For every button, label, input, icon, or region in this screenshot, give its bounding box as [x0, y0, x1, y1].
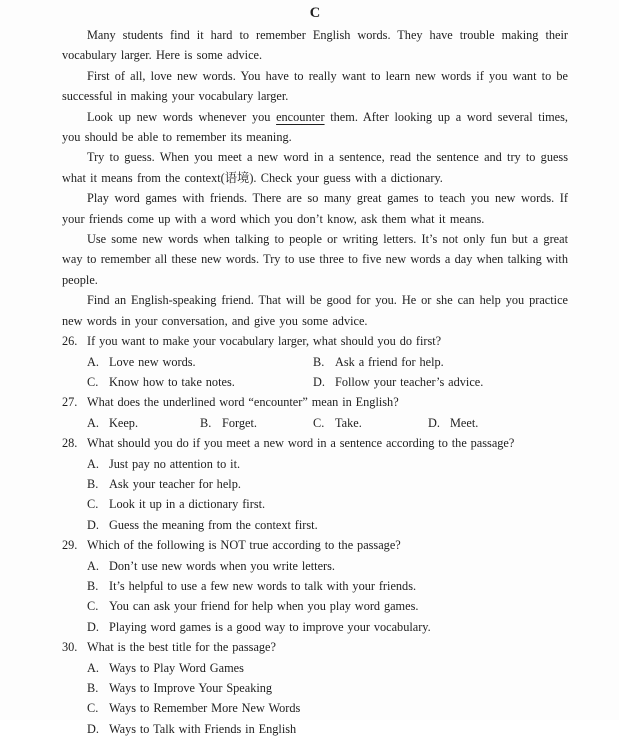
option-label: D. — [87, 619, 99, 634]
answer-option — [87, 698, 568, 718]
question-number: 30. — [62, 640, 78, 655]
option-label: A. — [87, 354, 99, 369]
question-line — [62, 392, 568, 412]
option-label: D. — [428, 415, 440, 430]
options-group — [62, 413, 568, 433]
answer-option — [87, 413, 200, 433]
question-line — [62, 433, 568, 453]
option-label: A. — [87, 558, 99, 573]
question-line — [62, 331, 568, 351]
option-label: A. — [87, 660, 99, 675]
answer-option — [87, 352, 313, 372]
option-text: Ways to Play Word Games — [109, 660, 244, 675]
option-label: C. — [313, 415, 325, 430]
option-text: Follow your teacher’s advice. — [335, 374, 484, 389]
question — [62, 535, 568, 637]
option-text: Ways to Improve Your Speaking — [109, 681, 273, 695]
passage-paragraph: Many students find it hard to remember English words. They have trouble making their vocabulary larger. Here is some advice. — [62, 28, 568, 63]
option-text: Ways to Remember More New Words — [109, 701, 301, 716]
option-label: B. — [87, 578, 99, 593]
passage-paragraph: Look up new words whenever you encounter them. After looking up a word several times, you should be able to remember its meaning. — [62, 109, 568, 145]
question — [62, 637, 568, 739]
answer-option — [87, 617, 568, 637]
option-label: B. — [87, 476, 99, 491]
question-stem: What should you do if you meet a new word in a sentence according to the passage? — [87, 436, 515, 451]
passage-paragraph: Play word games with friends. There are so many great games to teach you new words. If your friends come up with a word which you don’t know, ask them what it means. — [62, 191, 568, 226]
option-text: Know how to take notes. — [109, 374, 235, 389]
answer-option — [87, 719, 568, 739]
options-group — [62, 556, 568, 638]
passage-paragraph: Try to guess. When you meet a new word in a sentence, read the sentence and try to guess what it means from the context(语境). Check your guess with a dictionary. — [62, 150, 568, 185]
option-label: C. — [87, 599, 99, 614]
option-text: Guess the meaning from the context first. — [109, 517, 318, 532]
option-label: B. — [313, 354, 325, 369]
option-text: Don’t use new words when you write letters. — [109, 558, 335, 573]
option-text: Look it up in a dictionary first. — [109, 497, 266, 512]
option-text: Ask a friend for help. — [335, 354, 444, 369]
answer-option — [87, 494, 568, 514]
option-label: B. — [87, 681, 99, 695]
option-text: Ask your teacher for help. — [109, 476, 241, 491]
question-line — [62, 637, 568, 657]
option-label: A. — [87, 415, 99, 430]
question-number: 28. — [62, 436, 78, 451]
answer-option — [87, 596, 568, 616]
answer-option — [200, 413, 313, 433]
option-text: Take. — [335, 415, 362, 430]
section-label: C — [309, 5, 321, 21]
option-label: D. — [313, 374, 325, 389]
option-label: D. — [87, 721, 99, 736]
option-text: Ways to Talk with Friends in English — [109, 721, 297, 736]
questions — [62, 331, 568, 739]
option-text: Meet. — [450, 415, 479, 430]
answer-option — [313, 352, 568, 372]
question-number: 27. — [62, 395, 78, 410]
option-label: A. — [87, 456, 99, 471]
option-text: Playing word games is a good way to improve your vocabulary. — [109, 619, 431, 634]
answer-option — [87, 454, 568, 474]
answer-option — [87, 658, 568, 678]
option-text: Love new words. — [109, 354, 196, 369]
options-group — [62, 352, 568, 393]
answer-option — [428, 413, 568, 433]
answer-option — [87, 678, 568, 698]
answer-option — [87, 556, 568, 576]
answer-option — [87, 474, 568, 494]
option-text: Keep. — [109, 415, 139, 430]
option-text: Forget. — [222, 415, 257, 430]
option-text: Just pay no attention to it. — [109, 456, 241, 471]
option-label: D. — [87, 517, 99, 532]
question-line — [62, 535, 568, 555]
question — [62, 392, 568, 433]
answer-option — [87, 576, 568, 596]
question-number: 26. — [62, 334, 78, 349]
underlined-word: encounter — [276, 109, 325, 124]
options-group — [62, 658, 568, 739]
question-stem: Which of the following is NOT true according to the passage? — [87, 538, 401, 553]
option-text: It’s helpful to use a few new words to talk with your friends. — [109, 578, 417, 593]
option-label: B. — [200, 415, 212, 430]
passage-paragraph: Use some new words when talking to people or writing letters. It’s not only fun but a great way to remember all these new words. Try to use three to five new words a day when talking with people. — [62, 232, 568, 287]
question-stem: If you want to make your vocabulary larger, what should you do first? — [87, 334, 442, 349]
option-label: C. — [87, 701, 99, 716]
passage-paragraph: Find an English-speaking friend. That will be good for you. He or she can help you practice new words in your conversation, and give you some advice. — [62, 293, 568, 328]
answer-option — [313, 372, 568, 392]
option-text: You can ask your friend for help when you play word games. — [109, 599, 419, 614]
passage-paragraph: First of all, love new words. You have to really want to learn new words if you want to be successful in making your vocabulary larger. — [62, 68, 568, 104]
option-label: C. — [87, 497, 99, 512]
question-stem: What does the underlined word “encounter” mean in English? — [87, 395, 399, 410]
question-number: 29. — [62, 538, 78, 553]
options-group — [62, 454, 568, 536]
question — [62, 331, 568, 392]
answer-option — [87, 515, 568, 535]
answer-option — [87, 372, 313, 392]
question-stem: What is the best title for the passage? — [87, 640, 276, 655]
option-label: C. — [87, 374, 99, 389]
question — [62, 433, 568, 535]
passage — [62, 25, 568, 331]
answer-option — [313, 413, 428, 433]
